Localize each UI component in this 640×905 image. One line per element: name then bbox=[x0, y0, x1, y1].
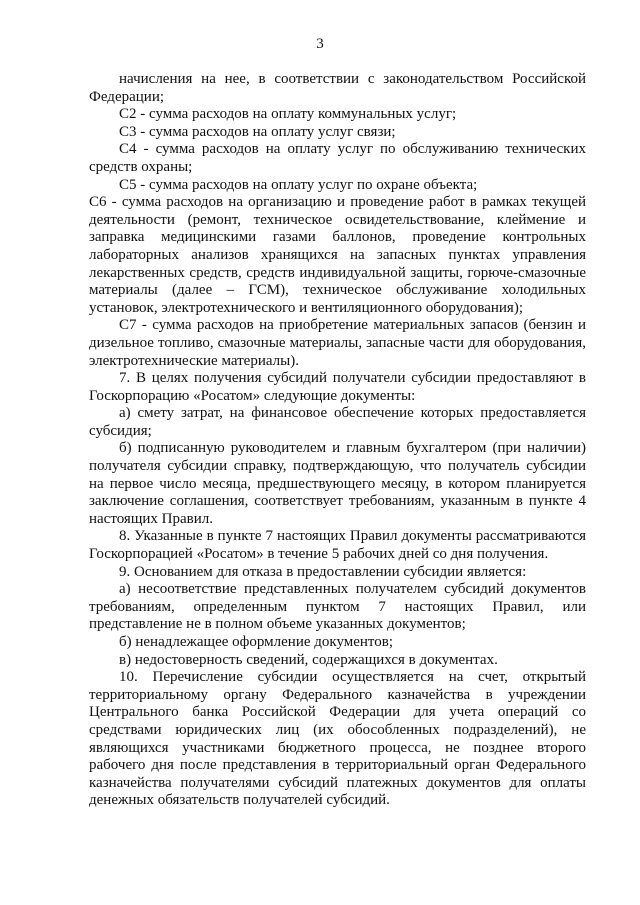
paragraph: б) ненадлежащее оформление документов; bbox=[119, 634, 394, 650]
paragraph: С7 - сумма расходов на приобретение материальных запасов (бензин и дизельное топливо, смазочные материалы, запасные части для оборудования, электротехнические материалы). bbox=[89, 317, 586, 369]
paragraph: а) смету затрат, на финансовое обеспечение которых предоставляется субсидия; bbox=[89, 405, 586, 439]
paragraph: б) подписанную руководителем и главным бухгалтером (при наличии) получателя субсидии справку, подтверждающую, что получатель субсидии на первое число месяца, предшествующего месяцу, в котором планируется заключение соглашения, соответствует требованиям, указанным в пункте 4 настоящих Правил. bbox=[89, 440, 586, 527]
page-number: 3 bbox=[316, 36, 324, 52]
paragraph: а) несоответствие представленных получателем субсидий документов требованиям, определенным пунктом 7 настоящих Правил, или представление не в полном объеме указанных документов; bbox=[89, 581, 586, 633]
paragraph: С5 - сумма расходов на оплату услуг по охране объекта; bbox=[119, 176, 478, 193]
paragraph: С4 - сумма расходов на оплату услуг по обслуживанию технических средств охраны; bbox=[89, 141, 586, 175]
paragraph: 9. Основанием для отказа в предоставлении субсидии является: bbox=[119, 563, 527, 580]
paragraph: С6 - сумма расходов на организацию и проведение работ в рамках текущей деятельности (ремонт, техническое освидетельствование, клеймение и заправка медицинскими газами баллонов, проведение контрольных лабораторных анализов хранящихся на запасных пунктах управления лекарственных средств, средств индивидуальной защиты, горюче-смазочные материалы (далее – ГСМ), техническое обслуживание холодильных установок, электротехнического и вентиляционного оборудования); bbox=[89, 194, 586, 316]
paragraph: в) недостоверность сведений, содержащихся в документах. bbox=[119, 651, 498, 668]
paragraph: 10. Перечисление субсидии осуществляется на счет, открытый территориальному органу Федерального казначейства в учреждении Центрального банка Российской Федерации для учета операций со средствами юридических лиц (их обособленных подразделений), не являющихся участниками бюджетного процесса, не позднее второго рабочего дня после представления в территориальный орган Федерального казначейства получателями субсидий платежных документов для оплаты денежных обязательств получателей субсидий. bbox=[89, 669, 586, 809]
paragraph: 8. Указанные в пункте 7 настоящих Правил документы рассматриваются Госкорпорацией «Росатом» в течение 5 рабочих дней со дня получения. bbox=[89, 528, 586, 563]
paragraph: 7. В целях получения субсидий получатели субсидии предоставляют в Госкорпорацию «Росатом» следующие документы: bbox=[89, 370, 586, 404]
paragraph: С3 - сумма расходов на оплату услуг связи; bbox=[119, 123, 396, 140]
document-body bbox=[89, 71, 586, 810]
paragraph: начисления на нее, в соответствии с законодательством Российской Федерации; bbox=[89, 71, 586, 105]
paragraph: С2 - сумма расходов на оплату коммунальных услуг; bbox=[119, 106, 457, 123]
